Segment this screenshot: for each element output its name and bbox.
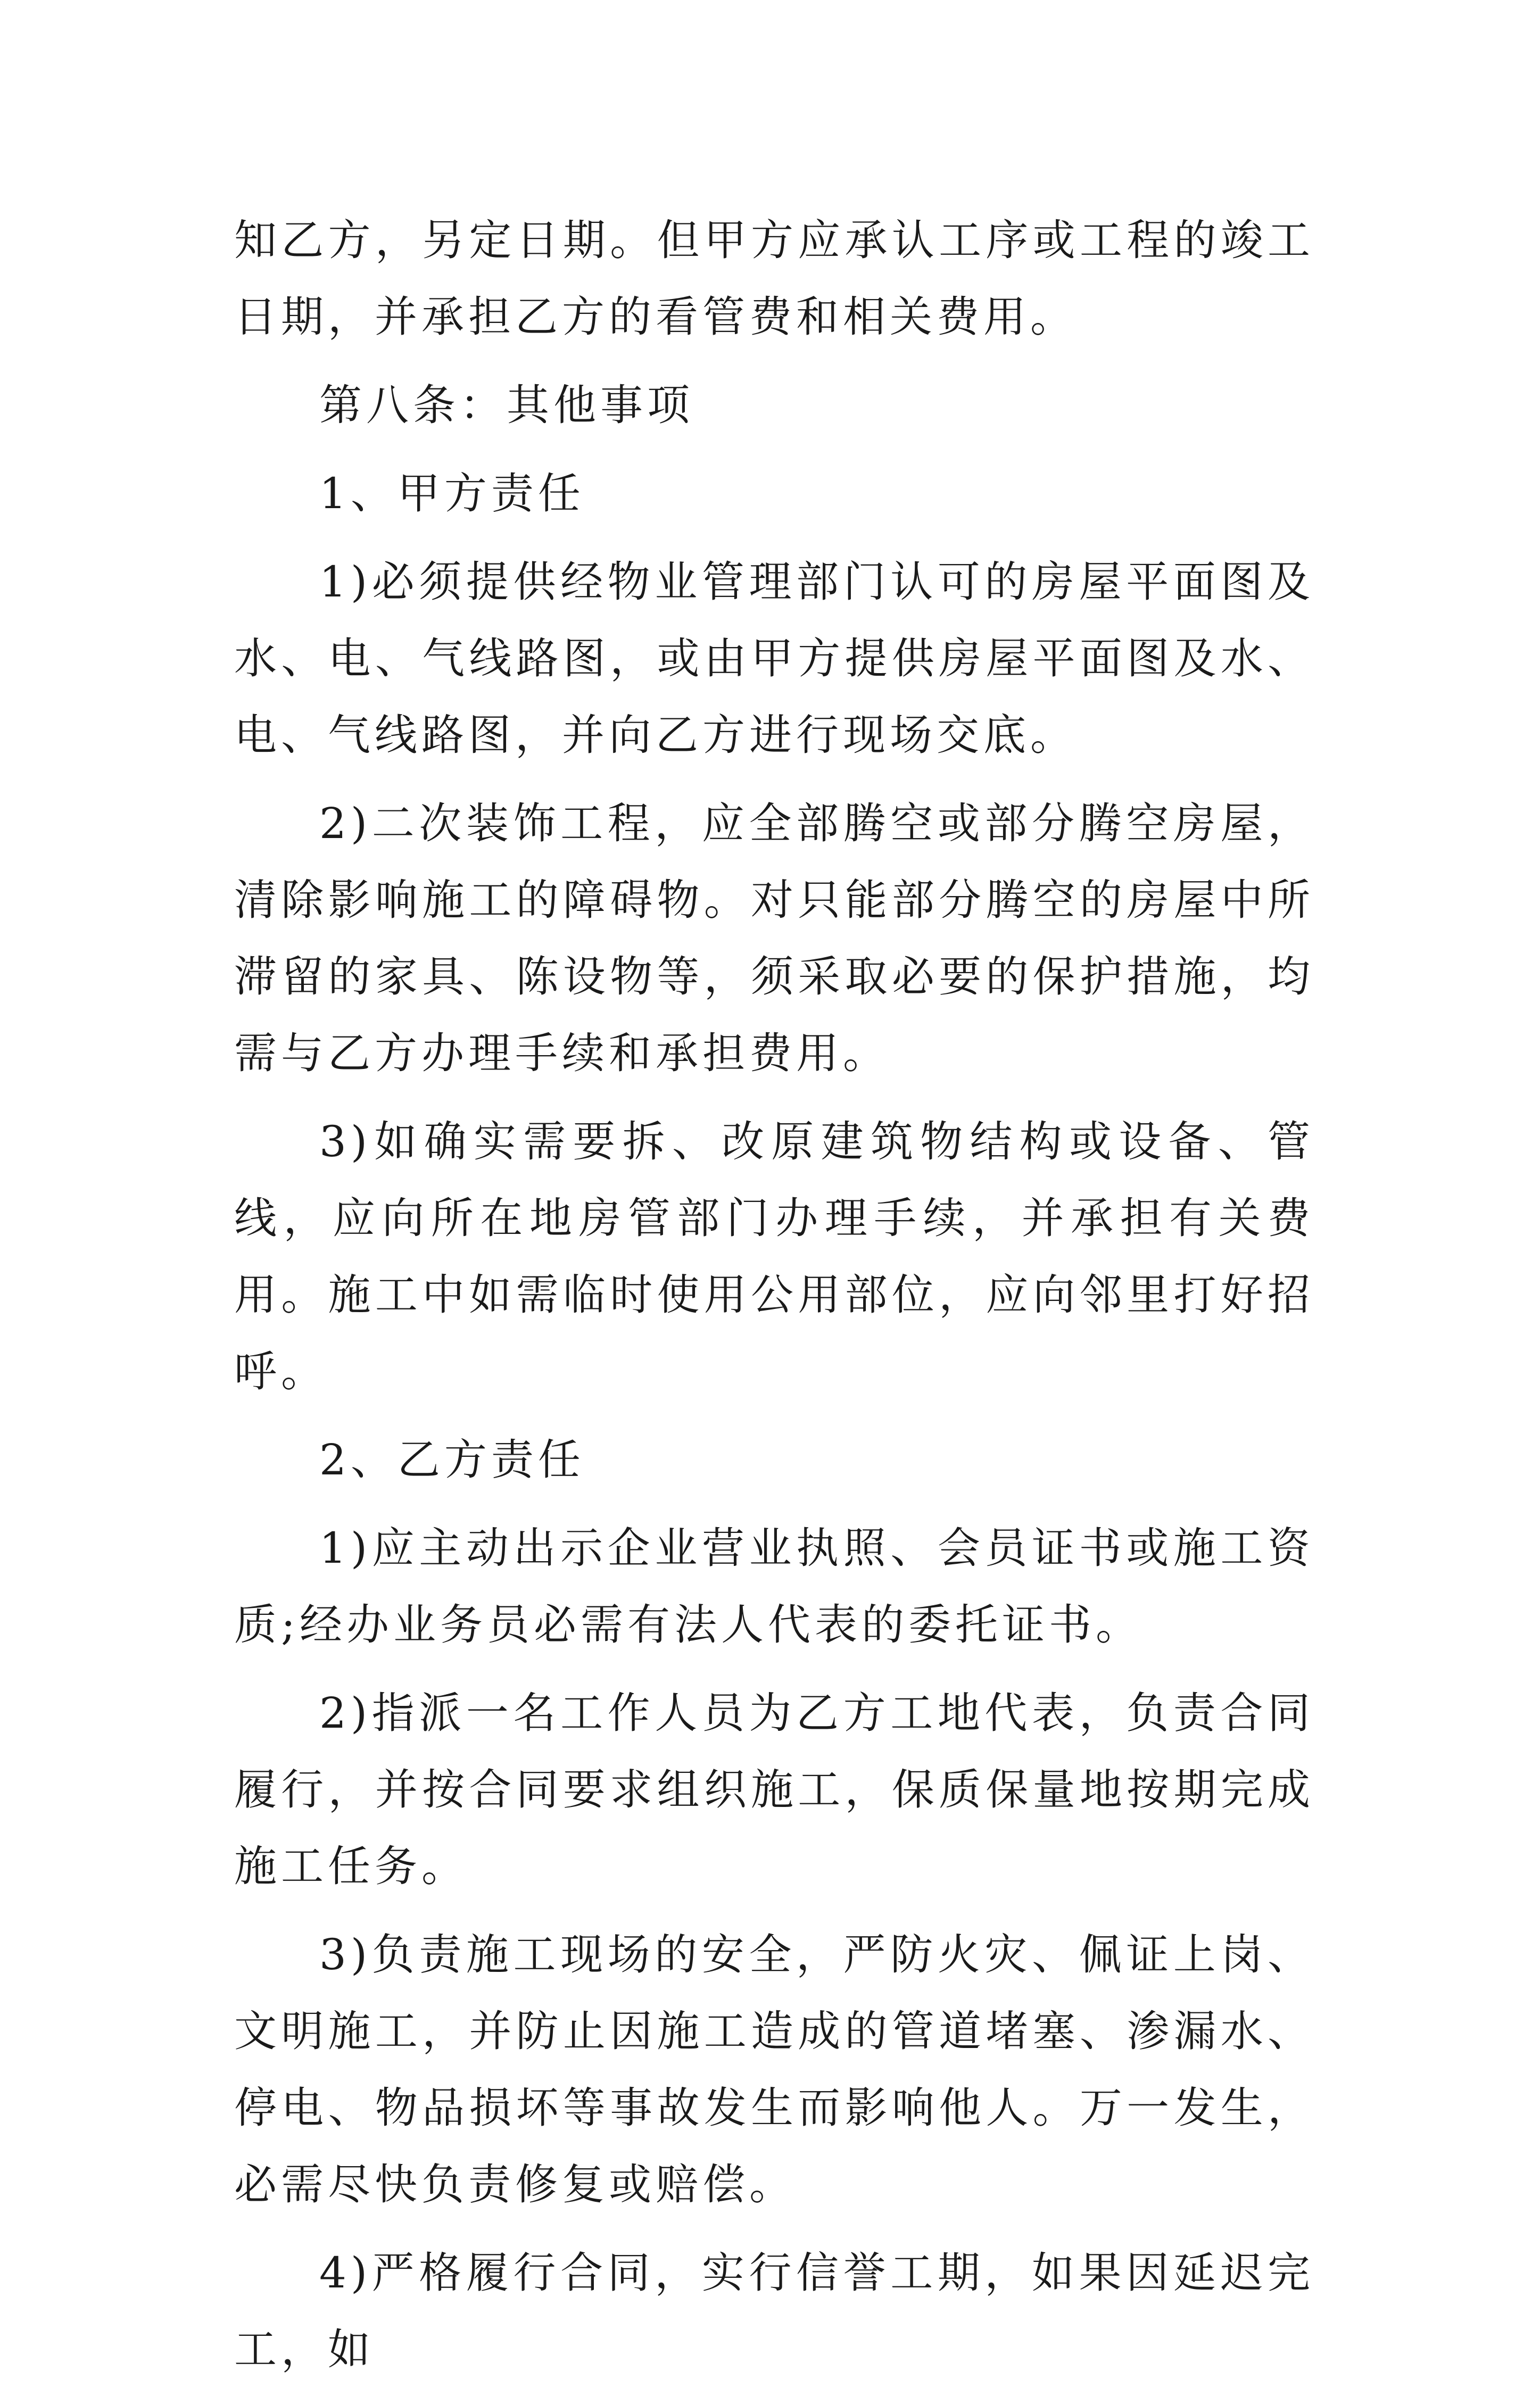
party-a-item-2: 2)二次装饰工程，应全部腾空或部分腾空房屋，清除影响施工的障碍物。对只能部分腾空的房屋中所滞留的家具、陈设物等，须采取必要的保护措施，均需与乙方办理手续和承担费用。 [234,799,1314,1078]
party-a-item-3: 3)如确实需要拆、改原建筑物结构或设备、管线，应向所在地房管部门办理手续，并承担有关费用。施工中如需临时使用公用部位，应向邻里打好招呼。 [234,1117,1314,1396]
article-heading: 第八条：其他事项 [319,380,694,430]
party-b-item-1: 1)应主动出示企业营业执照、会员证书或施工资质;经办业务员必需有法人代表的委托证书。 [234,1523,1314,1649]
party-b-item-2: 2)指派一名工作人员为乙方工地代表，负责合同履行，并按合同要求组织施工，保质保量地按期完成施工任务。 [234,1688,1314,1891]
document-body [234,202,1314,2388]
party-a-item-1: 1)必须提供经物业管理部门认可的房屋平面图及水、电、气线路图，或由甲方提供房屋平面图及水、电、气线路图，并向乙方进行现场交底。 [234,557,1314,760]
party-b-item-3: 3)负责施工现场的安全，严防火灾、佩证上岗、文明施工，并防止因施工造成的管道堵塞、渗漏水、停电、物品损坏等事故发生而影响他人。万一发生，必需尽快负责修复或赔偿。 [234,1930,1314,2209]
paragraph-continuation: 知乙方，另定日期。但甲方应承认工序或工程的竣工日期，并承担乙方的看管费和相关费用。 [234,215,1314,342]
party-b-item-4: 4)严格履行合同，实行信誉工期，如果因延迟完工，如 [234,2248,1314,2374]
section-heading-party-a: 1、甲方责任 [319,469,585,518]
section-heading-party-b: 2、乙方责任 [319,1435,585,1485]
